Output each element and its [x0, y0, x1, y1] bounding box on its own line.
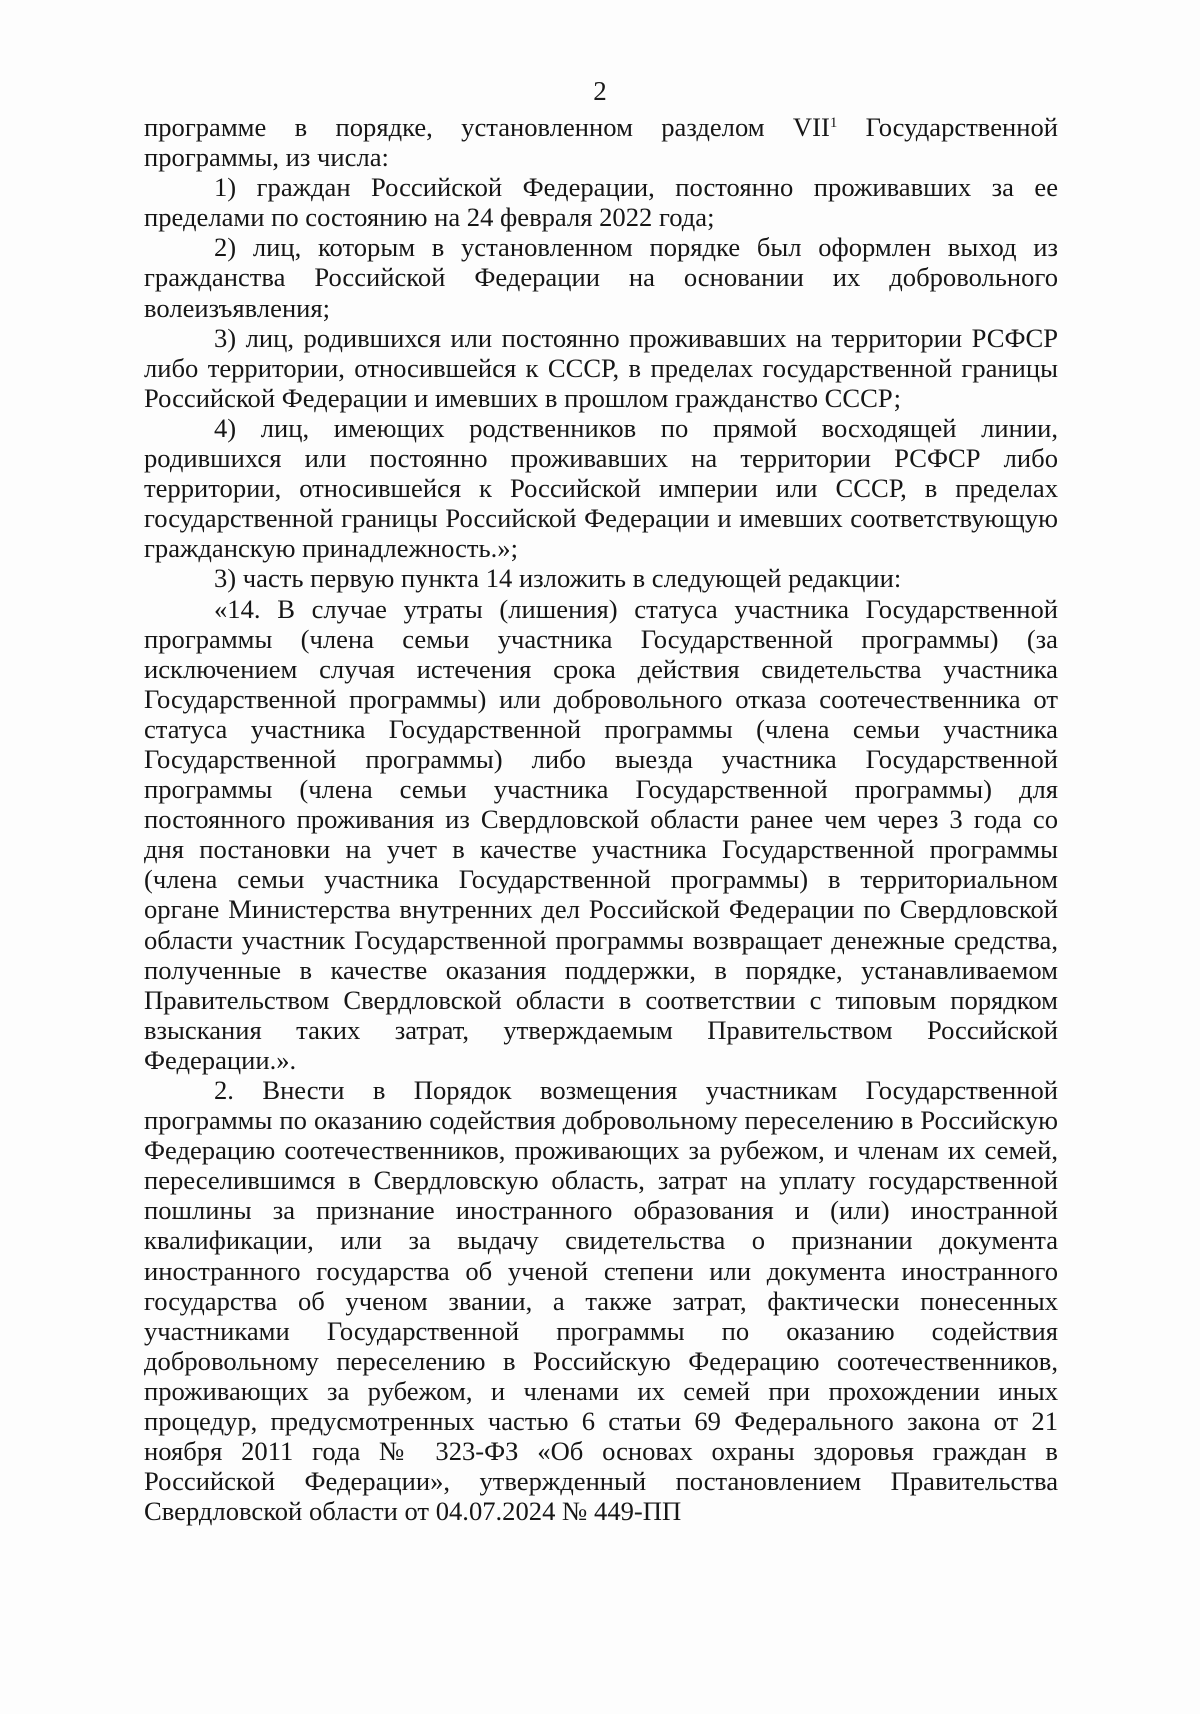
- list-item-1: 1) граждан Российской Федерации, постоянно проживавших за ее пределами по состоянию на 24 февраля 2022 года;: [144, 172, 1058, 233]
- list-item-2: 2) лиц, которым в установленном порядке был оформлен выход из гражданства Российской Федерации на основании их добровольного волеизъявления;: [144, 232, 1058, 323]
- paragraph-continuation-text-end: Государственной программы, из числа:: [144, 112, 1058, 173]
- section-2-paragraph: 2. Внести в Порядок возмещения участникам Государственной программы по оказанию содействия добровольному переселению в Российскую Федерацию соотечественников, проживающих за рубежом, и членам их семей, переселившимся в Свердловскую область, затрат на уплату государственной пошлины за признание иностранного образования и (или) иностранной квалификации, или за выдачу свидетельства о признании документа иностранного государства об ученой степени или документа иностранного государства об ученом звании, а также затрат, фактически понесенных участниками Государственной программы по оказанию содействия добровольному переселению в Российскую Федерацию соотечественников, проживающих за рубежом, и членами их семей при прохождении иных процедур, предусмотренных частью 6 статьи 69 Федерального закона от 21 ноября 2011 года № 323-ФЗ «Об основах охраны здоровья граждан в Российской Федерации», утвержденный постановлением Правительства Свердловской области от 04.07.2024 № 449-ПП: [144, 1075, 1058, 1527]
- paragraph-continuation: [144, 112, 1058, 172]
- page-number: 2: [593, 76, 607, 106]
- list-item-4: 4) лиц, имеющих родственников по прямой восходящей линии, родившихся или постоянно проживавших на территории РСФСР либо территории, относившейся к Российской империи или СССР, в пределах государственной границы Российской Федерации и имевших соответствующую гражданскую принадлежность.»;: [144, 412, 1058, 564]
- amendment-item-3: 3) часть первую пункта 14 изложить в следующей редакции:: [214, 563, 902, 594]
- clause-14-text: «14. В случае утраты (лишения) статуса участника Государственной программы (члена семьи участника Государственной программы) (за исключением случая истечения срока действия свидетельства участника Государственной программы) или добровольного отказа соотечественника от статуса участника Государственной программы (члена семьи участника Государственной программы) либо выезда участника Государственной программы (члена семьи участника Государственной программы) для постоянного проживания из Свердловской области ранее чем через 3 года со дня постановки на учет в качестве участника Государственной программы (члена семьи участника Государственной программы) в территориальном органе Министерства внутренних дел Российской Федерации по Свердловской области участник Государственной программы возвращает денежные средства, полученные в качестве оказания поддержки, в порядке, устанавливаемом Правительством Свердловской области в соответствии с типовым порядком взыскания таких затрат, утверждаемым Правительством Российской Федерации.».: [144, 593, 1058, 1075]
- document-body: [144, 112, 1058, 1526]
- paragraph-continuation-text-start: программе в порядке, установленном разделом VII: [144, 112, 830, 142]
- section-superscript: 1: [829, 115, 838, 131]
- list-item-3: 3) лиц, родившихся или постоянно проживавших на территории РСФСР либо территории, относившейся к СССР, в пределах государственной границы Российской Федерации и имевших в прошлом гражданство СССР;: [144, 322, 1058, 413]
